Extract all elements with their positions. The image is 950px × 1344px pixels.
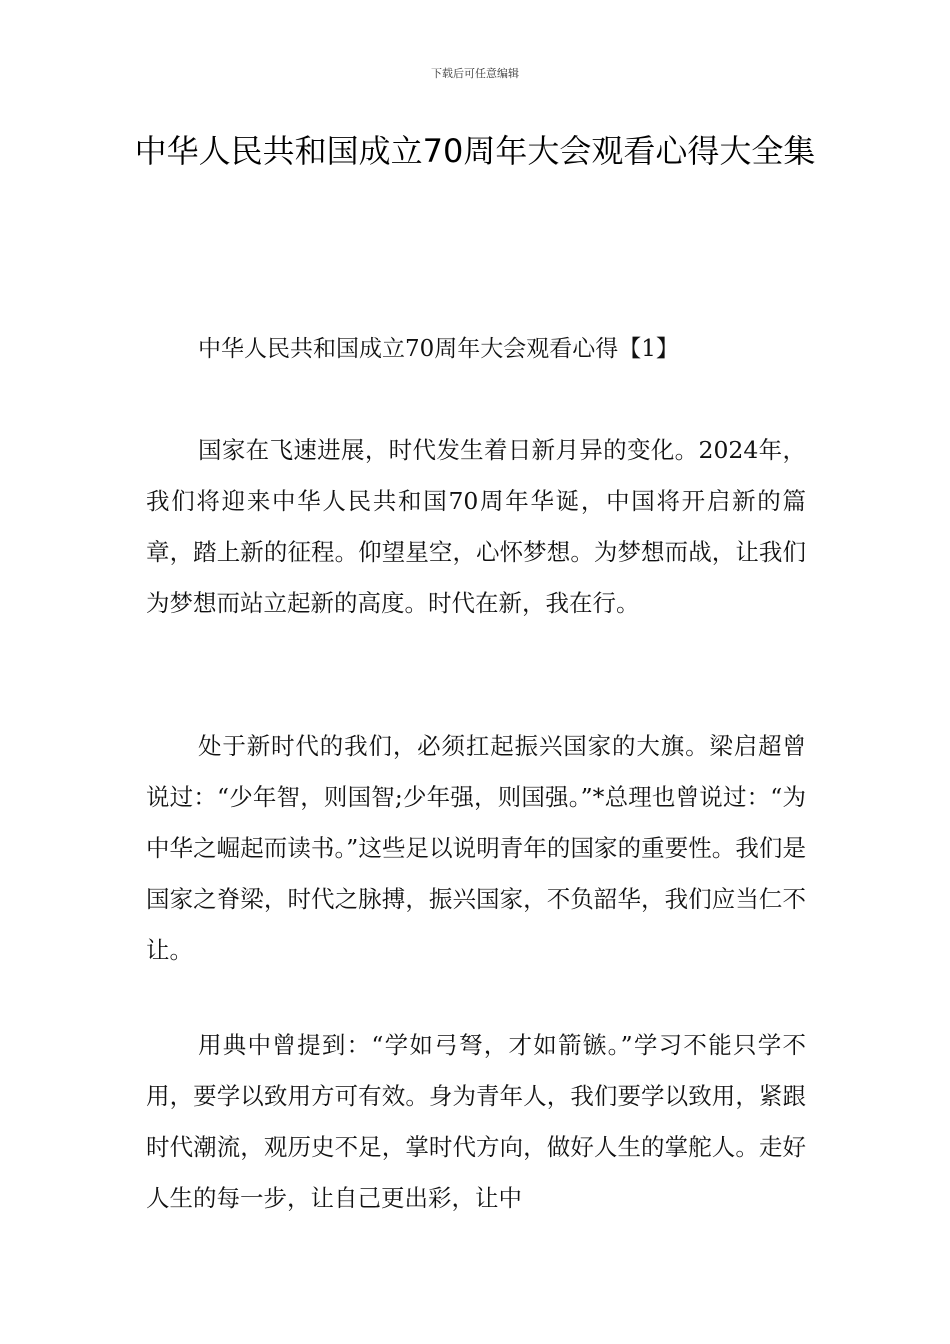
document-title: 中华人民共和国成立70周年大会观看心得大全集: [134, 132, 816, 170]
paragraph-1: 国家在飞速进展，时代发生着日新月异的变化。2024年，我们将迎来中华人民共和国70周年华诞，中国将开启新的篇章，踏上新的征程。仰望星空，心怀梦想。为梦想而战，让我们为梦想而站立起新的高度。时代在新，我在行。: [146, 436, 806, 617]
paragraph-2: 处于新时代的我们，必须扛起振兴国家的大旗。梁启超曾说过：“少年智，则国智;少年强，则国强。”*总理也曾说过：“为中华之崛起而读书。”这些足以说明青年的国家的重要性。我们是国家之脊梁，时代之脉搏，振兴国家，不负韶华，我们应当仁不让。: [146, 732, 806, 964]
section-heading: 中华人民共和国成立70周年大会观看心得【1】: [198, 336, 679, 362]
header-note: 下载后可任意编辑: [431, 67, 519, 80]
paragraph-3: 用典中曾提到：“学如弓弩，才如箭镞。”学习不能只学不用，要学以致用方可有效。身为青年人，我们要学以致用，紧跟时代潮流，观历史不足，掌时代方向，做好人生的掌舵人。走好人生的每一步，让自己更出彩，让中: [146, 1031, 806, 1212]
